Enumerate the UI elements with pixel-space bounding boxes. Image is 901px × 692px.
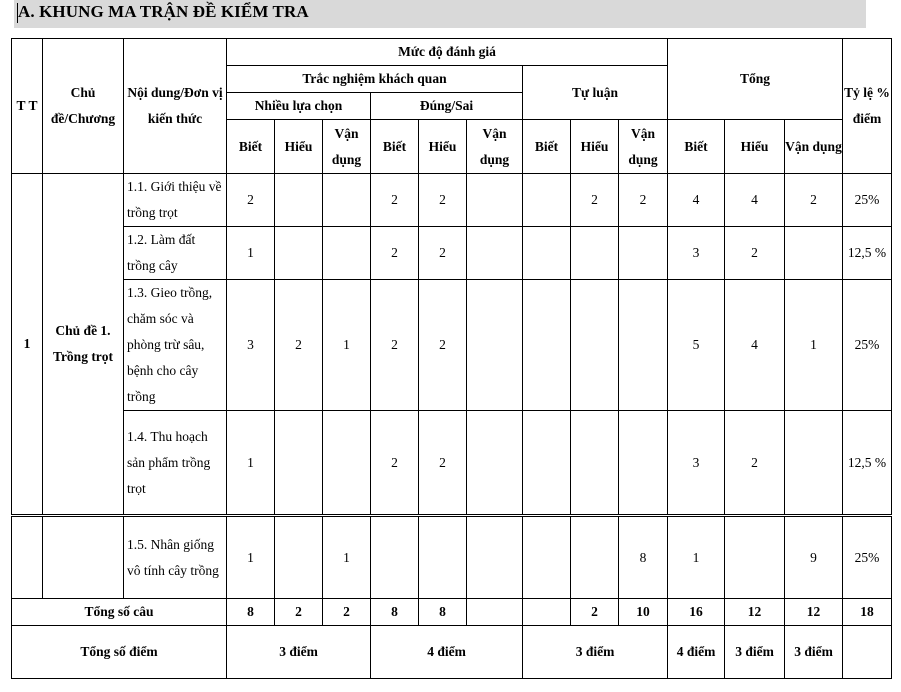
total-points-row xyxy=(12,626,892,679)
cell xyxy=(323,174,371,227)
cell xyxy=(523,517,571,599)
cell: 8 xyxy=(227,599,275,626)
cell xyxy=(419,517,467,599)
cell xyxy=(275,174,323,227)
total-questions-row xyxy=(12,599,892,626)
ratio-cell: 25% xyxy=(843,280,892,411)
cell xyxy=(523,280,571,411)
cell xyxy=(323,227,371,280)
total-points-label: Tổng số điểm xyxy=(12,626,227,679)
header-content: Nội dung/Đơn vị kiến thức xyxy=(124,39,227,174)
topic-name-empty xyxy=(43,517,124,599)
matrix-table xyxy=(11,38,892,515)
cell: 8 xyxy=(619,517,668,599)
cell: 2 xyxy=(323,599,371,626)
table-row xyxy=(12,411,892,515)
cell: 2 xyxy=(275,280,323,411)
cell: 4 xyxy=(725,174,785,227)
cell: 4 xyxy=(668,174,725,227)
header-total-know: Biết xyxy=(668,120,725,174)
total-points-essay: 3 điểm xyxy=(523,626,668,679)
header-true-false: Đúng/Sai xyxy=(371,93,523,120)
header-essay-apply: Vận dụng xyxy=(619,120,668,174)
cell: 2 xyxy=(785,174,843,227)
cell: 12 xyxy=(785,599,843,626)
header-tf-apply: Vận dụng xyxy=(467,120,523,174)
cell: 2 xyxy=(227,174,275,227)
cell: 1 xyxy=(323,280,371,411)
cell: 3 xyxy=(227,280,275,411)
total-points-know: 4 điểm xyxy=(668,626,725,679)
cell: 4 xyxy=(725,280,785,411)
content-cell: 1.5. Nhân giống vô tính cây trồng xyxy=(124,517,227,599)
cell xyxy=(523,411,571,515)
header-essay-understand: Hiểu xyxy=(571,120,619,174)
cell: 1 xyxy=(227,227,275,280)
cell xyxy=(571,517,619,599)
cell: 2 xyxy=(371,174,419,227)
topic-number-empty xyxy=(12,517,43,599)
cell xyxy=(619,227,668,280)
cell xyxy=(275,517,323,599)
header-tf-know: Biết xyxy=(371,120,419,174)
ratio-cell: 18 xyxy=(843,599,892,626)
cell xyxy=(275,411,323,515)
cell: 1 xyxy=(323,517,371,599)
cell xyxy=(467,599,523,626)
cell xyxy=(523,227,571,280)
total-points-tf: 4 điểm xyxy=(371,626,523,679)
topic-number: 1 xyxy=(12,174,43,515)
cell: 2 xyxy=(419,280,467,411)
ratio-cell: 25% xyxy=(843,517,892,599)
header-mc-understand: Hiểu xyxy=(275,120,323,174)
cell xyxy=(725,517,785,599)
cell: 1 xyxy=(668,517,725,599)
topic-name: Chủ đề 1. Trồng trọt xyxy=(43,174,124,515)
content-cell: 1.1. Giới thiệu về trồng trọt xyxy=(124,174,227,227)
cell: 12 xyxy=(725,599,785,626)
header-total-understand: Hiểu xyxy=(725,120,785,174)
cell xyxy=(571,280,619,411)
cell: 2 xyxy=(419,227,467,280)
cell xyxy=(467,280,523,411)
cell xyxy=(571,227,619,280)
cell: 2 xyxy=(371,227,419,280)
content-cell: 1.4. Thu hoạch sản phẩm trồng trọt xyxy=(124,411,227,515)
content-cell: 1.3. Gieo trồng, chăm sóc và phòng trừ sâu, bệnh cho cây trồng xyxy=(124,280,227,411)
cell xyxy=(371,517,419,599)
table-row xyxy=(12,517,892,599)
cell: 1 xyxy=(785,280,843,411)
cell xyxy=(785,227,843,280)
section-title: A. KHUNG MA TRẬN ĐỀ KIỂM TRA xyxy=(18,2,309,21)
header-ratio: Tỷ lệ % điểm xyxy=(843,39,892,174)
ratio-cell: 12,5 % xyxy=(843,227,892,280)
cell: 2 xyxy=(419,411,467,515)
ratio-cell: 25% xyxy=(843,174,892,227)
cell xyxy=(785,411,843,515)
header-tt: T T xyxy=(12,39,43,174)
cell: 10 xyxy=(619,599,668,626)
cell: 2 xyxy=(571,599,619,626)
cell: 2 xyxy=(619,174,668,227)
cell: 3 xyxy=(668,227,725,280)
cell: 5 xyxy=(668,280,725,411)
header-level: Mức độ đánh giá xyxy=(227,39,668,66)
cell: 2 xyxy=(725,411,785,515)
table-row xyxy=(12,280,892,411)
cell xyxy=(467,411,523,515)
cell xyxy=(467,174,523,227)
cell: 16 xyxy=(668,599,725,626)
total-points-mc: 3 điểm xyxy=(227,626,371,679)
cell: 2 xyxy=(571,174,619,227)
cell: 8 xyxy=(371,599,419,626)
ratio-cell: 12,5 % xyxy=(843,411,892,515)
cell: 2 xyxy=(725,227,785,280)
header-objective: Trắc nghiệm khách quan xyxy=(227,66,523,93)
header-topic: Chủ đề/Chương xyxy=(43,39,124,174)
header-essay-know: Biết xyxy=(523,120,571,174)
cell xyxy=(523,599,571,626)
total-points-understand: 3 điểm xyxy=(725,626,785,679)
header-essay: Tự luận xyxy=(523,66,668,120)
header-mc-apply: Vận dụng xyxy=(323,120,371,174)
cell xyxy=(323,411,371,515)
cell xyxy=(523,174,571,227)
cell: 1 xyxy=(227,411,275,515)
cell: 3 xyxy=(668,411,725,515)
header-total: Tổng xyxy=(668,39,843,120)
content-cell: 1.2. Làm đất trồng cây xyxy=(124,227,227,280)
cell xyxy=(467,517,523,599)
cell xyxy=(467,227,523,280)
cell: 2 xyxy=(371,280,419,411)
cell: 1 xyxy=(227,517,275,599)
cell: 8 xyxy=(419,599,467,626)
header-mc-know: Biết xyxy=(227,120,275,174)
cell: 2 xyxy=(275,599,323,626)
cell xyxy=(571,411,619,515)
header-tf-understand: Hiểu xyxy=(419,120,467,174)
cell xyxy=(619,280,668,411)
matrix-table-continued xyxy=(11,516,892,679)
cell xyxy=(275,227,323,280)
cell: 2 xyxy=(419,174,467,227)
total-questions-label: Tổng số câu xyxy=(12,599,227,626)
cell: 2 xyxy=(371,411,419,515)
cell xyxy=(619,411,668,515)
table-row xyxy=(12,174,892,227)
total-points-apply: 3 điểm xyxy=(785,626,843,679)
header-multiple-choice: Nhiều lựa chọn xyxy=(227,93,371,120)
table-row xyxy=(12,227,892,280)
total-points-ratio xyxy=(843,626,892,679)
cell: 9 xyxy=(785,517,843,599)
header-total-apply: Vận dụng xyxy=(785,120,843,174)
